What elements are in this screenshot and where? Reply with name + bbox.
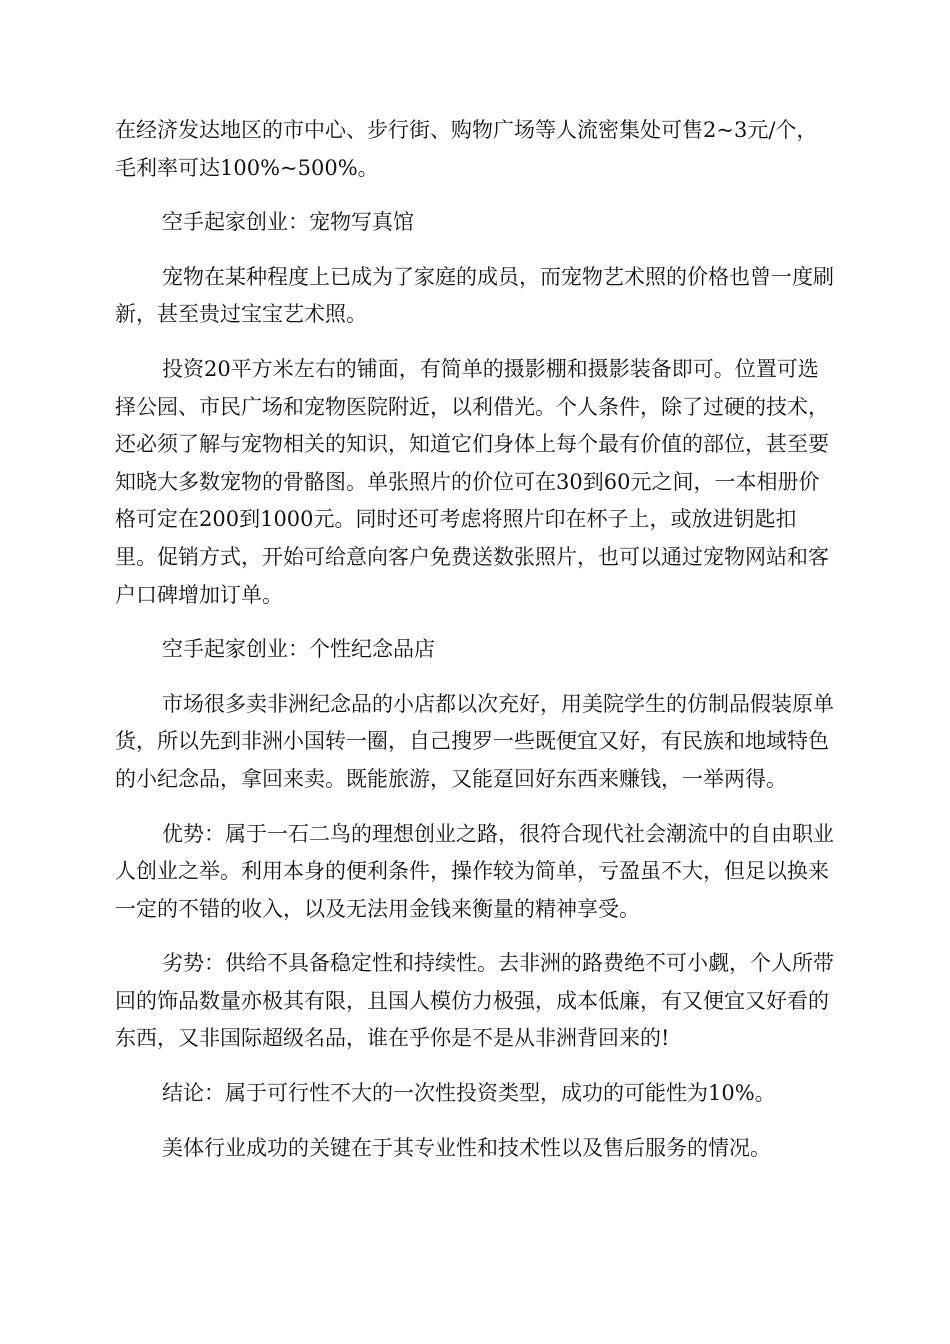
paragraph-disadvantages: 劣势：供给不具备稳定性和持续性。去非洲的路费绝不可小觑，个人所带回的饰品数量亦极其有限，且国人模仿力极强，成本低廉，有又便宜又好看的东西，又非国际超级名品，谁在乎你是不是从非洲背回来的! bbox=[115, 951, 834, 1051]
paragraph-pet-photo-details: 投资20平方米左右的铺面，有简单的摄影棚和摄影装备即可。位置可选择公园、市民广场和宠物医院附近，以利借光。个人条件，除了过硬的技术，还必须了解与宠物相关的知识，知道它们身体上每个最有价值的部位，甚至要知晓大多数宠物的骨骼图。单张照片的价位可在30到60元之间，一本相册价格可定在200到1000元。同时还可考虑将照片印在杯子上，或放进钥匙扣里。促销方式，开始可给意向客户免费送数张照片，也可以通过宠物网站和客户口碑增加订单。 bbox=[115, 356, 829, 607]
heading-pet-photo-studio: 空手起家创业：宠物写真馆 bbox=[162, 210, 414, 235]
paragraph-continued-pricing: 在经济发达地区的市中心、步行街、购物广场等人流密集处可售2~3元/个，毛利率可达100%~500%。 bbox=[115, 118, 818, 180]
paragraph-beauty-industry: 美体行业成功的关键在于其专业性和技术性以及售后服务的情况。 bbox=[162, 1135, 771, 1160]
paragraph-conclusion: 结论：属于可行性不大的一次性投资类型，成功的可能性为10%。 bbox=[162, 1081, 776, 1106]
document-body bbox=[115, 112, 835, 1184]
heading-souvenir-shop: 空手起家创业：个性纪念品店 bbox=[162, 637, 435, 662]
paragraph-pet-photo-intro: 宠物在某种程度上已成为了家庭的成员，而宠物艺术照的价格也曾一度刷新，甚至贵过宝宝艺术照。 bbox=[115, 264, 834, 327]
paragraph-souvenir-intro: 市场很多卖非洲纪念品的小店都以次充好，用美院学生的仿制品假装原单货，所以先到非洲小国转一圈，自己搜罗一些既便宜又好，有民族和地域特色的小纪念品，拿回来卖。既能旅游，又能趸回好东西来赚钱，一举两得。 bbox=[115, 691, 834, 791]
paragraph-advantages: 优势：属于一石二鸟的理想创业之路，很符合现代社会潮流中的自由职业人创业之举。利用本身的便利条件，操作较为简单，亏盈虽不大，但足以换来一定的不错的收入，以及无法用金钱来衡量的精神享受。 bbox=[115, 821, 834, 921]
